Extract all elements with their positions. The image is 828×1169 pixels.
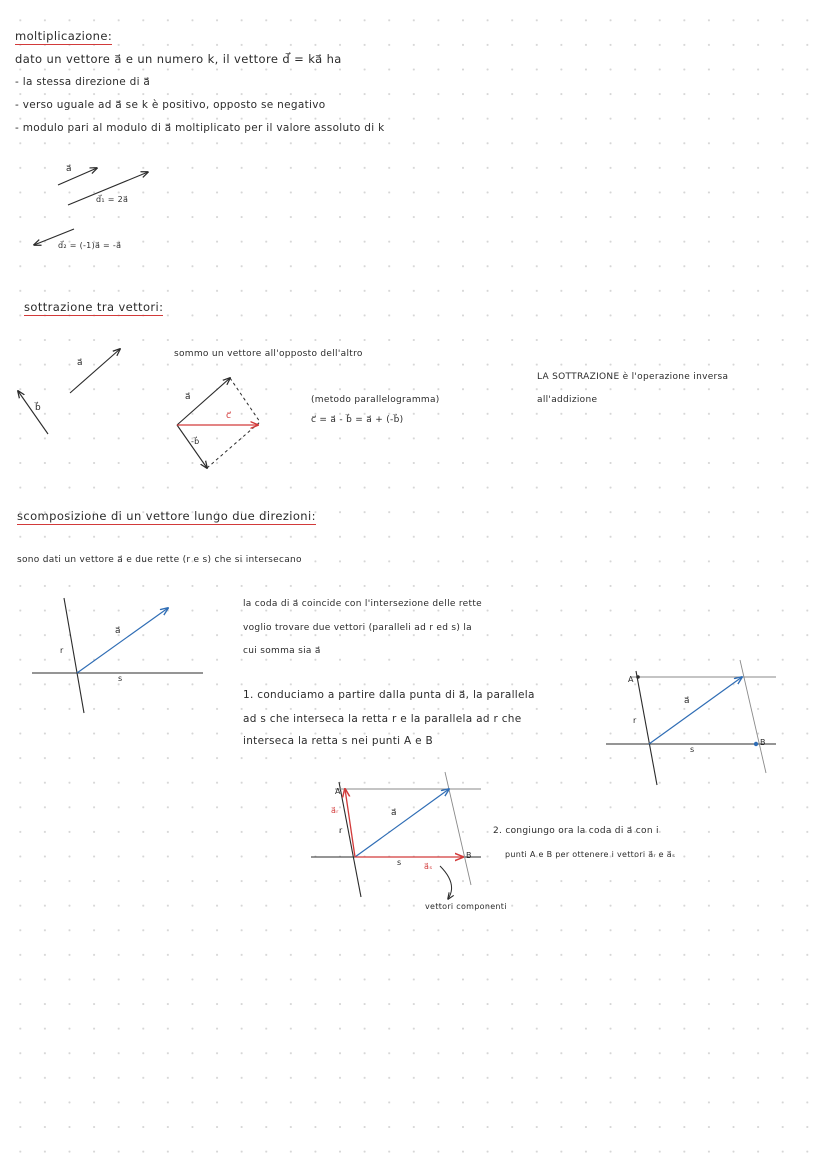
subtraction-note: sommo un vettore all'opposto dell'altro bbox=[174, 349, 363, 359]
decomposition-title: scomposizione di un vettore lungo due direzioni: bbox=[17, 509, 316, 523]
vector-a-dec-1 bbox=[77, 608, 168, 673]
multiplication-intro: dato un vettore a⃗ e un numero k, il vettore d⃗ = ka⃗ ha bbox=[15, 52, 342, 66]
components-label: vettori componenti bbox=[425, 902, 507, 911]
vector-a-dec-2 bbox=[649, 677, 742, 744]
label-B-2: B bbox=[760, 738, 766, 747]
subtraction-side-note-2: all'addizione bbox=[537, 395, 598, 405]
label-a-dec-3: a⃗ bbox=[391, 808, 397, 818]
decomposition-text-3: cui somma sia a⃗ bbox=[243, 646, 321, 656]
components-arrow bbox=[440, 866, 452, 899]
subtraction-method: (metodo parallelogramma) bbox=[311, 395, 440, 405]
label-neg-b: -b⃗ bbox=[191, 437, 200, 446]
point-B-2 bbox=[754, 742, 758, 746]
line-r-2 bbox=[636, 671, 657, 785]
vector-a-dec-3 bbox=[355, 789, 449, 857]
step-1-line-3: interseca la retta s nei punti A e B bbox=[243, 735, 434, 747]
label-A-2: A bbox=[628, 675, 634, 684]
decomposition-text-2: voglio trovare due vettori (paralleli ad r ed s) la bbox=[243, 623, 472, 633]
label-r-2: r bbox=[633, 716, 637, 725]
line-r-1 bbox=[64, 598, 84, 713]
label-a-parallelogram: a⃗ bbox=[185, 392, 191, 402]
label-ar: a⃗ᵣ bbox=[331, 806, 339, 815]
step-2-line-2: punti A e B per ottenere i vettori a⃗ᵣ e a⃗ₛ bbox=[505, 850, 676, 859]
subtraction-title: sottrazione tra vettori: bbox=[24, 300, 164, 314]
label-d1: d⃗₁ = 2a⃗ bbox=[96, 195, 129, 204]
label-r-3: r bbox=[339, 826, 343, 835]
multiplication-bullet-1: - la stessa direzione di a⃗ bbox=[15, 76, 151, 88]
label-a-mult: a⃗ bbox=[66, 164, 72, 174]
label-b: b⃗ bbox=[35, 403, 42, 413]
label-s-1: s bbox=[118, 674, 123, 683]
label-s-3: s bbox=[397, 858, 402, 867]
subtraction-formula: c⃗ = a⃗ - b⃗ = a⃗ + (-b⃗) bbox=[311, 415, 404, 425]
label-r-1: r bbox=[60, 646, 64, 655]
label-a-dec-1: a⃗ bbox=[115, 626, 121, 636]
label-s-2: s bbox=[690, 745, 695, 754]
label-d2: d⃗₂ = (-1)a⃗ = -a⃗ bbox=[58, 241, 122, 250]
decomposition-intro: sono dati un vettore a⃗ e due rette (r e s) che si intersecano bbox=[17, 555, 302, 565]
label-a-sub: a⃗ bbox=[77, 358, 83, 368]
step-2-line-1: 2. congiungo ora la coda di a⃗ con i bbox=[493, 826, 659, 836]
multiplication-bullet-3: - modulo pari al modulo di a⃗ moltiplicato per il valore assoluto di k bbox=[15, 122, 385, 134]
label-a-dec-2: a⃗ bbox=[684, 696, 690, 706]
diagram-intro bbox=[32, 598, 203, 713]
step-1-line-2: ad s che interseca la retta r e la parallela ad r che bbox=[243, 713, 522, 725]
label-as: a⃗ₛ bbox=[424, 862, 433, 871]
label-c: c⃗ bbox=[226, 411, 232, 421]
label-B-3: B bbox=[466, 851, 472, 860]
multiplication-bullet-2: - verso uguale ad a⃗ se k è positivo, opposto se negativo bbox=[15, 99, 326, 111]
step-1-line-1: 1. conduciamo a partire dalla punta di a⃗, la parallela bbox=[243, 689, 535, 701]
label-A-3: A bbox=[335, 787, 341, 796]
subtraction-side-note-1: LA SOTTRAZIONE è l'operazione inversa bbox=[537, 372, 729, 382]
line-r-3 bbox=[339, 782, 361, 897]
decomposition-text-1: la coda di a⃗ coincide con l'intersezione delle rette bbox=[243, 599, 482, 609]
point-A-2 bbox=[636, 675, 640, 679]
multiplication-title: moltiplicazione: bbox=[15, 29, 113, 43]
